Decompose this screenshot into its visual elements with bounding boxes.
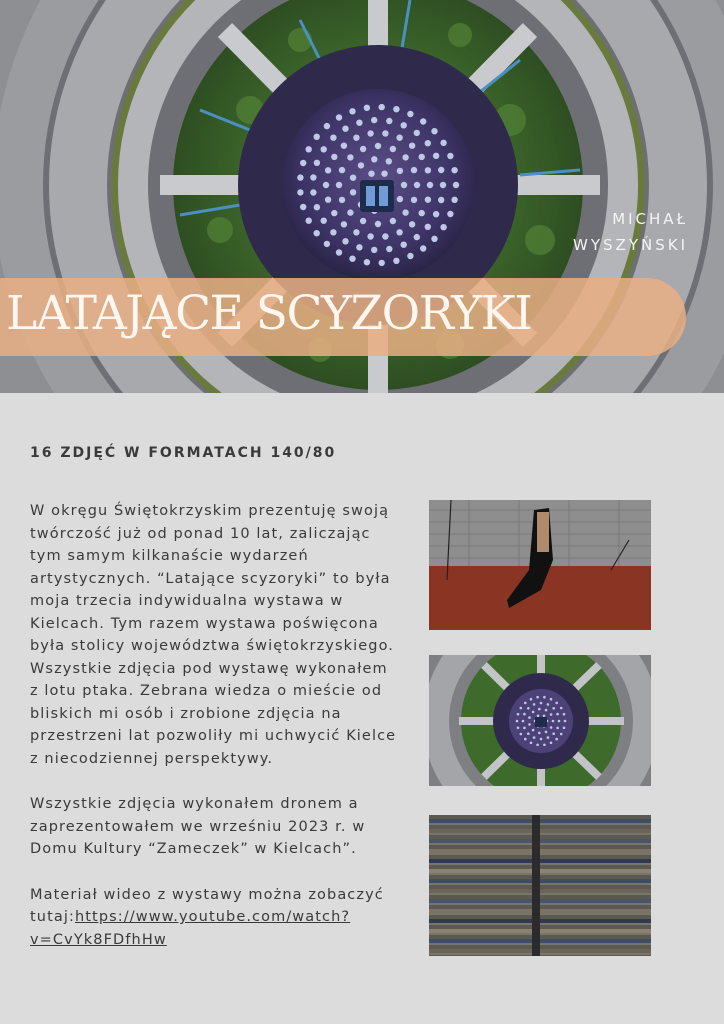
- photo-rotunda-aerial: [429, 655, 651, 786]
- video-paragraph: [30, 884, 400, 952]
- paragraph-2: Wszystkie zdjęcia wykonałem dronem a zaprezentowałem we wrześniu 2023 r. w Domu Kultury “Zameczek” w Kielcach”.: [30, 796, 366, 857]
- photo-railway-tracks: [429, 815, 651, 956]
- video-link[interactable]: https://www.youtube.com/watch?v=CvYk8FDfhHw: [30, 909, 351, 948]
- author-last-name: WYSZYŃSKI: [573, 236, 688, 254]
- author-first-name: MICHAŁ: [612, 210, 688, 228]
- paragraph-1: W okręgu Świętokrzyskim prezentuję swoją twórczość już od ponad 10 lat, zaliczając tym samym kilkanaście wydarzeń artystycznych. “Latające scyzoryki” to była moja trzecia indywidualna wystawa w Kielcach. Tym razem wystawa poświęcona była stolicy województwa świętokrzyskiego. Wszystkie zdjęcia pod wystawę wykonałem z lotu ptaka. Zebrana wiedza o mieście od bliskich mi osób i zrobione zdjęcia na przestrzeni lat pozwoliły mi uchwycić Kielce z niecodziennej perspektywy.: [30, 503, 397, 767]
- author-name: [573, 206, 688, 258]
- description-column: [30, 500, 400, 974]
- video-intro: Materiał wideo z wystawy można zobaczyć tutaj:: [30, 886, 384, 925]
- exhibition-title: LATAJĄCE SCYZORYKI: [6, 286, 532, 341]
- photo-figure-on-red-ground: [429, 500, 651, 630]
- subtitle: 16 ZDJĘĆ W FORMATACH 140/80: [30, 445, 337, 461]
